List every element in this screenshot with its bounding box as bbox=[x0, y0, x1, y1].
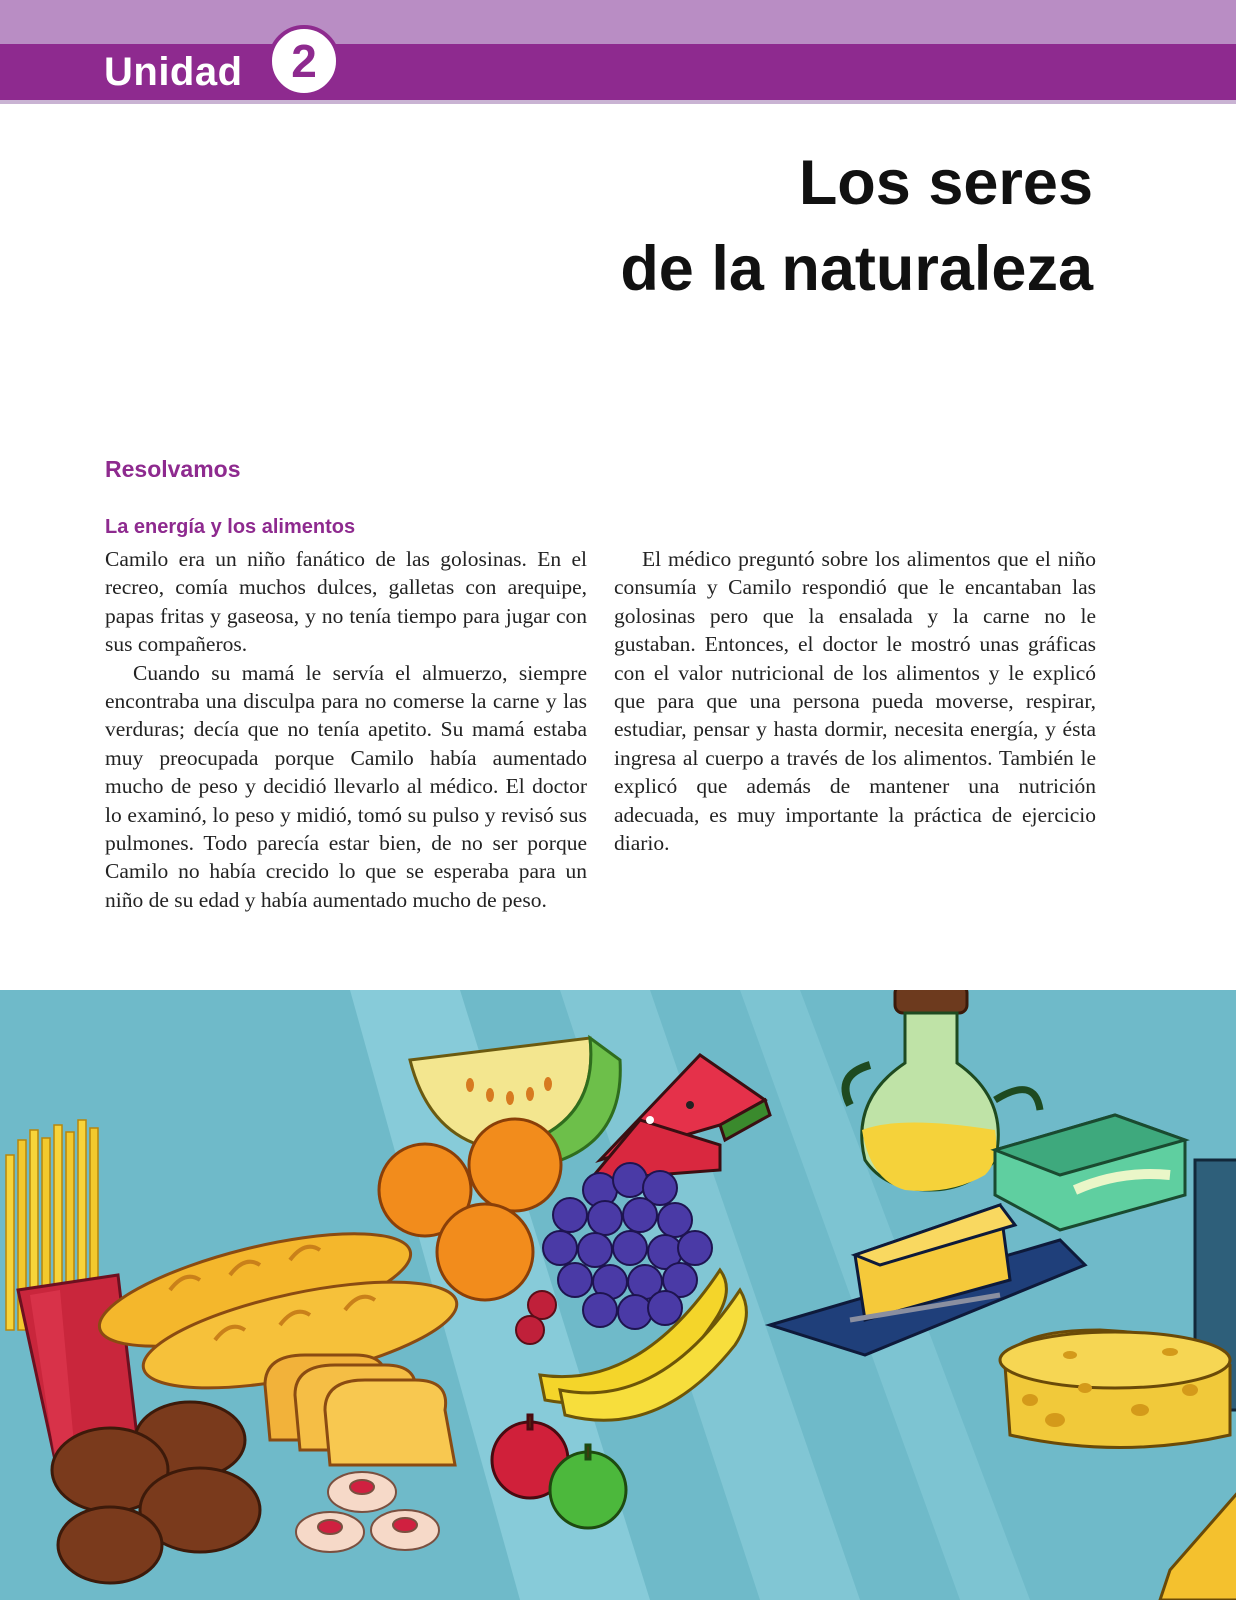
paragraph: Camilo era un niño fanático de las golosinas. En el recreo, comía muchos dulces, galletas con arequipe, papas fritas y gaseosa, y no tenía tiempo para jugar con sus compañeros. bbox=[105, 547, 587, 657]
page-title bbox=[620, 140, 1093, 312]
section-heading: Resolvamos bbox=[105, 456, 241, 482]
paragraph: Cuando su mamá le servía el almuerzo, siempre encontraba una disculpa para no comerse la carne y las verduras; decía que no tenía apetito. Su mamá estaba muy preocupada porque Camilo había aumentado mucho de peso y decidió llevarlo al médico. El doctor lo examinó, lo peso y midió, tomó su pulso y revisó sus pulmones. Todo parecía estar bien, de no ser porque Camilo no había crecido lo que se esperaba para un niño de su edad y había aumentado mucho de peso. bbox=[105, 660, 587, 912]
page-title-line-1: Los seres bbox=[798, 148, 1093, 218]
food-illustration bbox=[0, 990, 1236, 1600]
text-column-left bbox=[105, 545, 587, 914]
unit-number-badge: 2 bbox=[268, 25, 340, 97]
paragraph: El médico preguntó sobre los alimentos que el niño consumía y Camilo respondió que le encantaban las golosinas pero que la ensalada y la carne no le gustaban. Entonces, el doctor le mostró unas gráficas con el valor nutricional de los alimentos y le explicó que para que una persona pueda moverse, respirar, estudiar, pensar y hasta dormir, necesita energía, y ésta ingresa al cuerpo a través de los alimentos. También le explicó que además de mantener una nutrición adecuada, es muy importante la práctica de ejercicio diario. bbox=[614, 547, 1096, 856]
text-column-right bbox=[614, 545, 1096, 857]
unit-label: Unidad bbox=[104, 50, 243, 94]
page-title-line-2: de la naturaleza bbox=[620, 234, 1093, 304]
section-subheading: La energía y los alimentos bbox=[105, 516, 356, 538]
cheese-icon bbox=[1000, 1330, 1230, 1448]
header-top-band bbox=[0, 0, 1236, 44]
